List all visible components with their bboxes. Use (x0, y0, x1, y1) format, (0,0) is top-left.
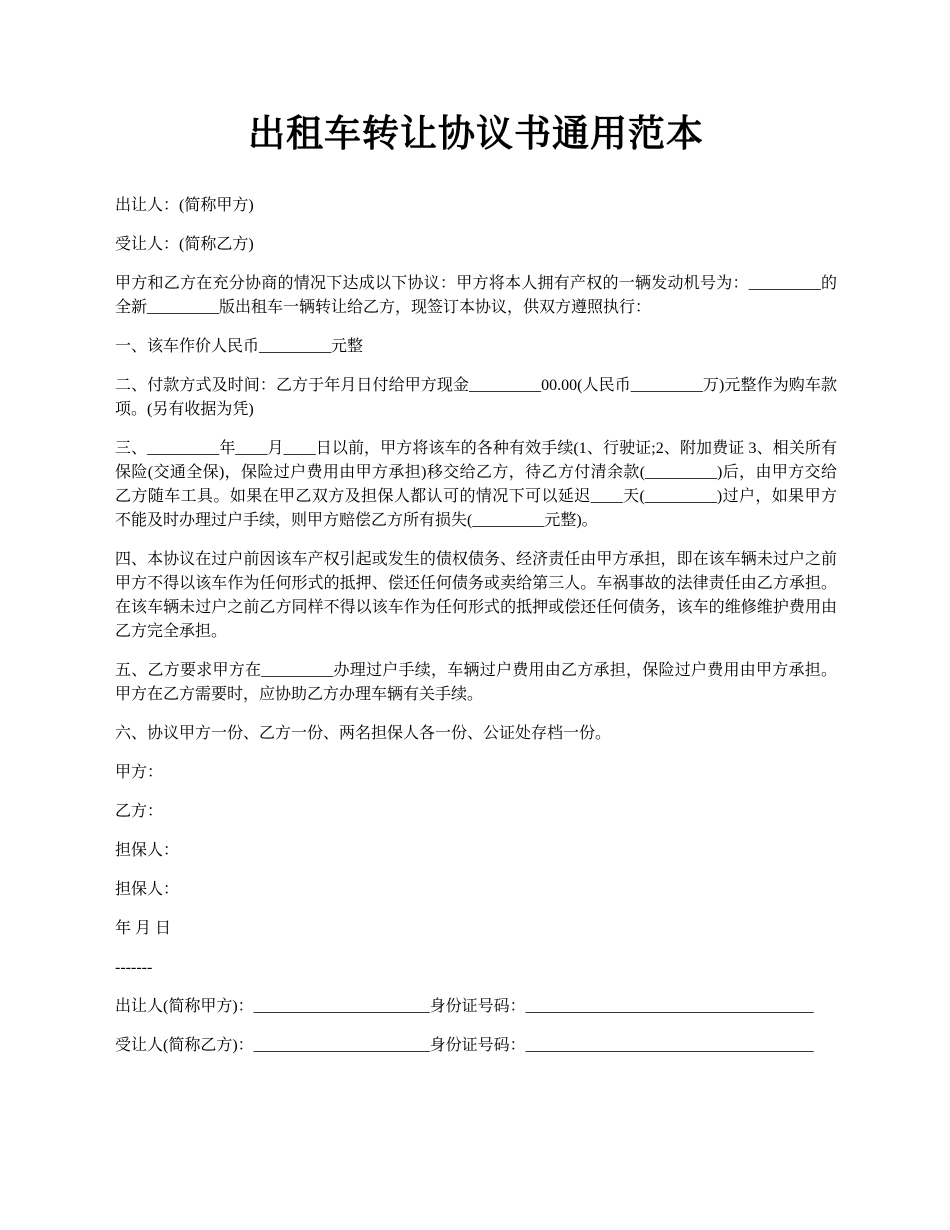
transferor-line: 出让人：(简称甲方) (115, 197, 254, 214)
transferor-id-line: 出让人(简称甲方)：______________________身份证号码：____________________________________ (115, 998, 814, 1015)
signature-party-a: 甲方： (115, 764, 164, 781)
divider-dashes: ------- (115, 959, 153, 976)
signature-guarantor-1: 担保人： (115, 842, 180, 859)
clause-3: 三、_________年____月____日以前，甲方将该车的各种有效手续(1、行驶证;2、附加费证 3、相关所有保险(交通全保)，保险过户费用由甲方承担)移交给乙方，待乙方付清余款(_________)后，由甲方交给乙方随车工具。如果在甲乙双方及担保人都认可的情况下可以延迟____天(_________)过户，如果甲方不能及时办理过户手续，则甲方赔偿乙方所有损失(_________元整)。 (115, 440, 837, 529)
signature-party-b: 乙方： (115, 803, 164, 820)
signature-guarantor-2: 担保人： (115, 881, 180, 898)
clause-6: 六、协议甲方一份、乙方一份、两名担保人各一份、公证处存档一份。 (115, 725, 612, 742)
document-title: 出租车转让协议书通用范本 (248, 114, 704, 155)
clause-1: 一、该车作价人民币_________元整 (115, 338, 364, 355)
transferee-id-line: 受让人(简称乙方)：______________________身份证号码：____________________________________ (115, 1037, 814, 1054)
signature-date-line: 年 月 日 (115, 920, 172, 937)
clause-2: 二、付款方式及时间：乙方于年月日付给甲方现金_________00.00(人民币_________万)元整作为购车款项。(另有收据为凭) (115, 377, 837, 418)
transferee-line: 受让人：(简称乙方) (115, 236, 254, 253)
preamble: 甲方和乙方在充分协商的情况下达成以下协议：甲方将本人拥有产权的一辆发动机号为：_________的全新_________版出租车一辆转让给乙方，现签订本协议，供双方遵照执行： (115, 275, 837, 316)
clause-4: 四、本协议在过户前因该车产权引起或发生的债权债务、经济责任由甲方承担，即在该车辆未过户之前甲方不得以该车作为任何形式的抵押、偿还任何债务或卖给第三人。车祸事故的法律责任由乙方承担。在该车辆未过户之前乙方同样不得以该车作为任何形式的抵押或偿还任何债务，该车的维修维护费用由乙方完全承担。 (115, 551, 837, 640)
clause-5: 五、乙方要求甲方在_________办理过户手续，车辆过户费用由乙方承担，保险过户费用由甲方承担。甲方在乙方需要时，应协助乙方办理车辆有关手续。 (115, 662, 837, 703)
